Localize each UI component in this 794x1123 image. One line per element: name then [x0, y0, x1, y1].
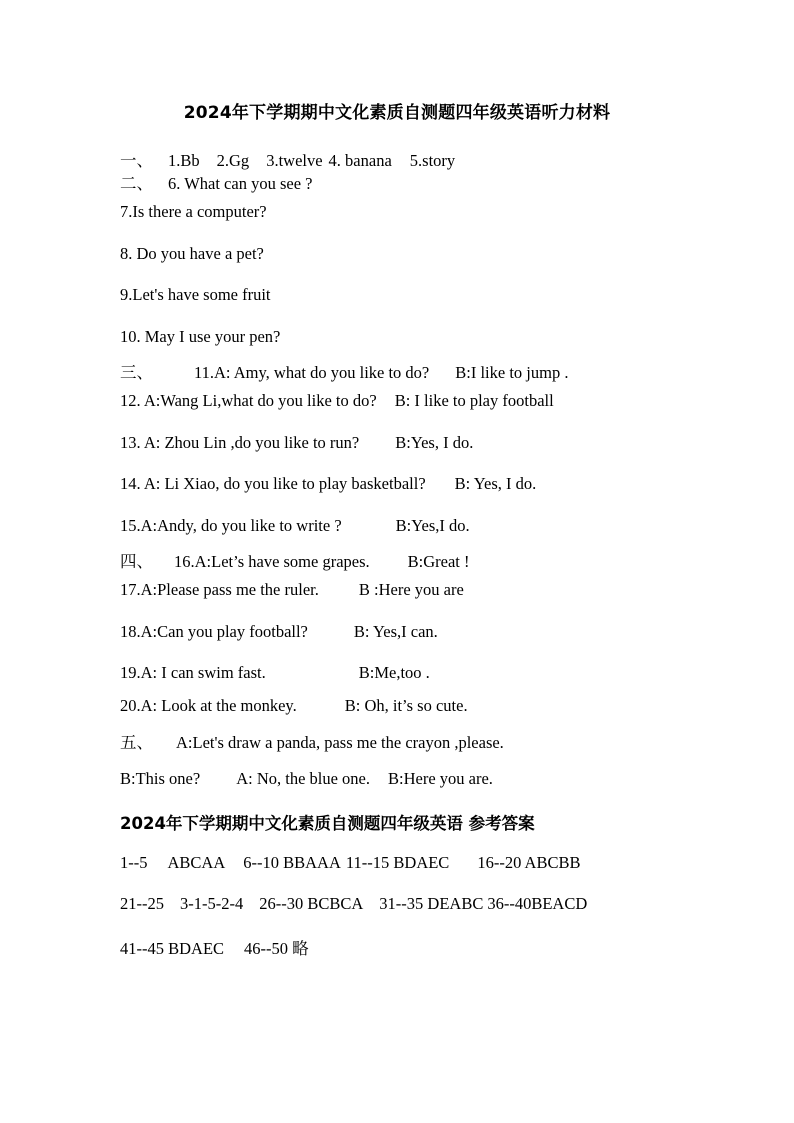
question-line: 8. Do you have a pet? — [120, 244, 264, 263]
dialogue-line — [120, 516, 470, 536]
answer-item: 1.Bb — [168, 151, 200, 170]
section-label: 三、 — [120, 363, 153, 382]
answer-item: 5.story — [409, 151, 456, 170]
answer-range: ABCAA — [167, 853, 226, 872]
dialogue-a: 17.A:Please pass me the ruler. — [120, 580, 319, 599]
dialogue-b: B :Here you are — [358, 580, 464, 599]
part4-line — [120, 548, 470, 572]
dialogue-b: B: Yes, I do. — [454, 474, 537, 493]
dialogue-a: 12. A:Wang Li,what do you like to do? — [120, 391, 377, 410]
dialogue-b: B:Here you are. — [388, 769, 493, 788]
dialogue-a: 15.A:Andy, do you like to write ? — [120, 516, 342, 535]
answer-row — [120, 894, 587, 914]
section-label: 四、 — [120, 552, 153, 571]
dialogue-line — [120, 696, 468, 716]
dialogue-b: B: Oh, it’s so cute. — [344, 696, 468, 715]
dialogue-line — [120, 622, 438, 642]
answers-title: 2024年下学期期中文化素质自测题四年级英语 参考答案 — [120, 814, 535, 833]
dialogue-line — [120, 391, 554, 411]
answer-item: 3.twelve — [266, 151, 323, 170]
dialogue-b: B:Me,too . — [358, 663, 430, 682]
dialogue-a: 20.A: Look at the monkey. — [120, 696, 297, 715]
dialogue-a: 14. A: Li Xiao, do you like to play basketball? — [120, 474, 426, 493]
part1-line — [120, 147, 455, 171]
section-label: 五、 — [120, 733, 153, 752]
answer-row — [120, 853, 580, 873]
section-label: 一、 — [120, 151, 153, 170]
question-line: 9.Let's have some fruit — [120, 285, 271, 304]
dialogue-b: B:Great ! — [407, 552, 470, 571]
part3-line — [120, 359, 568, 383]
answer-range: 36--40BEACD — [487, 894, 588, 913]
question-line: 7.Is there a computer? — [120, 202, 267, 221]
dialogue-line — [120, 769, 493, 789]
page-title: 2024年下学期期中文化素质自测题四年级英语听力材料 — [183, 103, 611, 123]
dialogue-a: 16.A:Let’s have some grapes. — [174, 552, 370, 571]
dialogue-b: B: Yes,I can. — [353, 622, 438, 641]
part5-line — [120, 729, 504, 753]
answer-item: 4. banana — [328, 151, 392, 170]
question-text: 6. What can you see ? — [168, 174, 313, 193]
answer-range: 1--5 — [120, 853, 148, 872]
answer-range: 11--15 BDAEC — [345, 853, 450, 872]
dialogue-line — [120, 433, 473, 453]
answer-range: 3-1-5-2-4 — [180, 894, 244, 913]
answer-range: 41--45 BDAEC — [120, 939, 225, 958]
answer-range: 26--30 BCBCA — [259, 894, 364, 913]
answer-range: 31--35 DEABC — [379, 894, 484, 913]
dialogue-a: 19.A: I can swim fast. — [120, 663, 266, 682]
answer-range: 46--50 略 — [244, 939, 309, 958]
answer-range: 16--20 ABCBB — [477, 853, 581, 872]
answer-row — [120, 935, 309, 959]
part2-line — [120, 170, 312, 194]
dialogue-b: B:I like to jump . — [455, 363, 569, 382]
dialogue-line — [120, 474, 536, 494]
dialogue-a: 11.A: Amy, what do you like to do? — [194, 363, 430, 382]
dialogue-b: B:Yes,I do. — [395, 516, 470, 535]
answer-item: 2.Gg — [216, 151, 250, 170]
dialogue-a: A:Let's draw a panda, pass me the crayon ,please. — [176, 733, 504, 752]
dialogue-b: B: I like to play football — [394, 391, 554, 410]
dialogue-a: 18.A:Can you play football? — [120, 622, 308, 641]
question-line: 10. May I use your pen? — [120, 327, 281, 346]
dialogue-a: A: No, the blue one. — [236, 769, 371, 788]
dialogue-line — [120, 663, 430, 683]
dialogue-b: B:This one? — [120, 769, 201, 788]
dialogue-b: B:Yes, I do. — [395, 433, 474, 452]
section-label: 二、 — [120, 174, 153, 193]
answer-range: 21--25 — [120, 894, 164, 913]
dialogue-line — [120, 580, 464, 600]
answer-range: 6--10 BBAAA — [243, 853, 341, 872]
dialogue-a: 13. A: Zhou Lin ,do you like to run? — [120, 433, 360, 452]
